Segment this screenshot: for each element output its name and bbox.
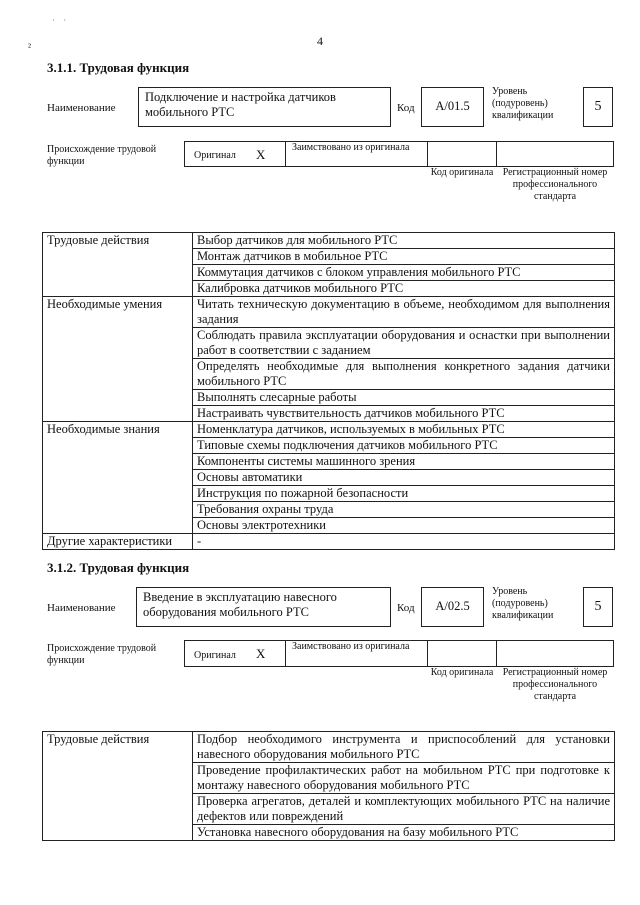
category-cell: Трудовые действия [43,732,193,841]
category-cell: Необходимые знания [43,422,193,534]
orig-code-label: Код оригинала [430,667,494,678]
borrowed-cell [285,640,428,667]
page-number: 4 [317,34,323,48]
table-cell: Требования охраны труда [193,502,615,518]
name-label: Наименование [47,602,116,614]
table-row [43,534,615,550]
level-label: Уровень (подуровень) квалификации [492,586,554,621]
level-value: 5 [594,599,602,614]
table-cell: Монтаж датчиков в мобильное РТС [193,249,615,265]
origin-label: Происхождение трудовой функции [47,643,157,666]
code-label: Код [397,602,415,614]
section-title: 3.1.1. Трудовая функция [47,60,190,75]
table-cell: Настраивать чувствительность датчиков мобильного РТС [193,406,615,422]
table-cell: Определять необходимые для выполнения конкретного задания датчики мобильного РТС [193,359,615,390]
table-cell: Соблюдать правила эксплуатации оборудования и оснастки при выполнении работ в соответствии с заданием [193,328,615,359]
original-cell [184,141,286,167]
code-label: Код [397,102,415,114]
name-value-box [138,87,391,127]
name-label: Наименование [47,102,116,114]
name-value: Введение в эксплуатацию навесного оборудования мобильного РТС [143,590,337,619]
level-box [583,587,613,627]
level-label: Уровень (подуровень) квалификации [492,86,554,121]
table-cell: Коммутация датчиков с блоком управления мобильного РТС [193,265,615,281]
origin-label: Происхождение трудовой функции [47,144,157,167]
orig-code-cell [427,141,497,167]
name-value-box [136,587,391,627]
table-cell: Типовые схемы подключения датчиков мобильного РТС [193,438,615,454]
table-cell: Проведение профилактических работ на мобильном РТС при подготовке к монтажу навесного оборудования мобильного РТС [193,763,615,794]
original-mark: X [256,646,266,661]
table-cell: Установка навесного оборудования на базу мобильного РТС [193,825,615,841]
reg-number-label: Регистрационный номер профессионального стандарта [502,667,608,702]
table-row [43,233,615,249]
table-cell: Номенклатура датчиков, используемых в мобильных РТС [193,422,615,438]
table-cell: Калибровка датчиков мобильного РТС [193,281,615,297]
category-cell: Необходимые умения [43,297,193,422]
borrowed-label: Заимствовано из оригинала [292,142,410,153]
section-title: 3.1.2. Трудовая функция [47,560,190,575]
table-cell: Компоненты системы машинного зрения [193,454,615,470]
requirements-table [42,731,615,841]
name-value: Подключение и настройка датчиков мобильного РТС [145,90,336,119]
original-mark: X [256,147,266,162]
margin-mark: ² [28,42,31,53]
code-box [421,87,484,127]
original-cell [184,640,286,667]
category-cell: Другие характеристики [43,534,193,550]
code-box [421,587,484,627]
table-cell: Выбор датчиков для мобильного РТС [193,233,615,249]
category-cell: Трудовые действия [43,233,193,297]
table-row [43,422,615,438]
table-row [43,732,615,763]
table-cell: Читать техническую документацию в объеме, необходимом для выполнения задания [193,297,615,328]
original-label: Оригинал [194,650,236,661]
table-cell: Выполнять слесарные работы [193,390,615,406]
table-cell: Подбор необходимого инструмента и приспособлений для установки навесного оборудования мобильного РТС [193,732,615,763]
borrowed-cell [285,141,428,167]
table-cell: Проверка агрегатов, деталей и комплектующих мобильного РТС на наличие дефектов или повреждений [193,794,615,825]
table-cell: Инструкция по пожарной безопасности [193,486,615,502]
level-box [583,87,613,127]
table-cell: Основы электротехники [193,518,615,534]
table-cell: - [193,534,615,550]
table-row [43,297,615,328]
code-value: А/02.5 [435,599,470,613]
code-value: А/01.5 [435,99,470,113]
borrowed-label: Заимствовано из оригинала [292,641,410,652]
level-value: 5 [594,99,602,114]
reg-number-cell [496,141,614,167]
requirements-table [42,232,615,550]
reg-number-label: Регистрационный номер профессионального стандарта [502,167,608,202]
reg-number-cell [496,640,614,667]
orig-code-label: Код оригинала [430,167,494,178]
table-cell: Основы автоматики [193,470,615,486]
scan-specks: ˙ ˙ [52,18,70,28]
orig-code-cell [427,640,497,667]
original-label: Оригинал [194,150,236,161]
